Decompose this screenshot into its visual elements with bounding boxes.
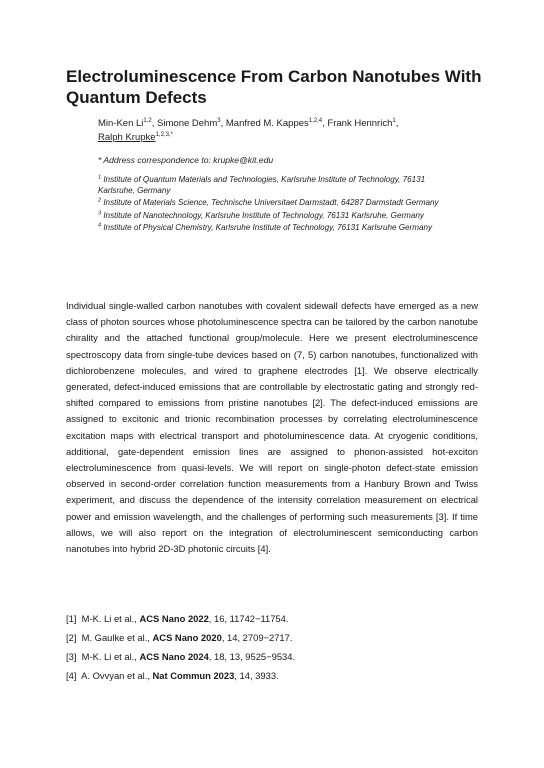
affiliation-list (98, 175, 462, 236)
affiliation: $^2$ Institute of Materials Science, Technische Universitaet Darmstadt, 64287 Darmstadt Germany (98, 197, 439, 207)
abstract-text: Individual single-walled carbon nanotubes with covalent sidewall defects have emerged as a new class of photon sources whose photoluminescence spectra can be tailored by the carbon nanotube chirality and the attached functional group/molecule. Here we present electroluminescence spectroscopy data from single-tube devices based on (7, 5) carbon nanotubes, functionalized with dichlorobenzene molecules, and wired to graphene electrodes [1]. We observe electrically generated, defect-induced emissions that are controllable by electrostatic gating and strongly red-shifted compared to emissions from pristine nanotubes [2]. The defect-induced emissions are assigned to excitonic and trionic recombination processes by correlating electroluminescence excitation maps with electrical transport and photoluminescence data. At cryogenic conditions, additional, gate-dependent emission lines are assigned to phonon-assisted hot-exciton electroluminescence from quasi-levels. We will report on single-photon defect-state emission observed in second-order correlation function measurements from a Hanbury Brown and Twiss experiment, and discuss the dependence of the intensity correlation measurement on electrical power and emission wavelength, and the challenges of performing such measurements [3]. If time allows, we will also report on the integration of electroluminescent semiconducting carbon nanotubes into hybrid 2D-3D photonic circuits [4]. (66, 300, 478, 555)
correspondence-note: * Address correspondence to: krupke@kit.edu (98, 155, 274, 165)
author: Manfred M. Kappes$^{1,2,4}$, (225, 117, 328, 129)
reference-item: [3] M-K. Li et al., ACS Nano 2024, 18, 13, 9525−9534. (66, 651, 296, 662)
author: Min-Ken Li$^{1,2}$, (98, 117, 158, 129)
affiliation: $^3$ Institute of Nanotechnology, Karlsruhe Institute of Technology, 76131 Karlsruhe, Germany (98, 209, 424, 220)
author: Frank Hennrich$^1$, (327, 117, 399, 129)
author-list (98, 117, 458, 145)
reference-item: [4] A. Ovvyan et al., Nat Commun 2023, 14, 3933. (66, 670, 279, 681)
affiliation: $^1$ Institute of Quantum Materials and Technologies, Karlsruhe Institute of Technology, 76131 Karlsruhe, Germany (98, 174, 426, 195)
author: Simone Dehm$^3$, (157, 117, 226, 129)
reference-item: [2] M. Gaulke et al., ACS Nano 2020, 14, 2709−2717. (66, 632, 293, 643)
corresponding-author-link[interactable]: Ralph Krupke$^{1,2,3,*}$ (98, 131, 173, 143)
reference-list (66, 613, 478, 689)
paper-title: Electroluminescence From Carbon Nanotubes With Quantum Defects (66, 67, 482, 107)
affiliation: $^4$ Institute of Physical Chemistry, Karlsruhe Institute of Technology, 76131 Karlsruhe Germany (98, 222, 433, 232)
reference-item: [1] M-K. Li et al., ACS Nano 2022, 16, 11742−11754. (66, 613, 289, 624)
